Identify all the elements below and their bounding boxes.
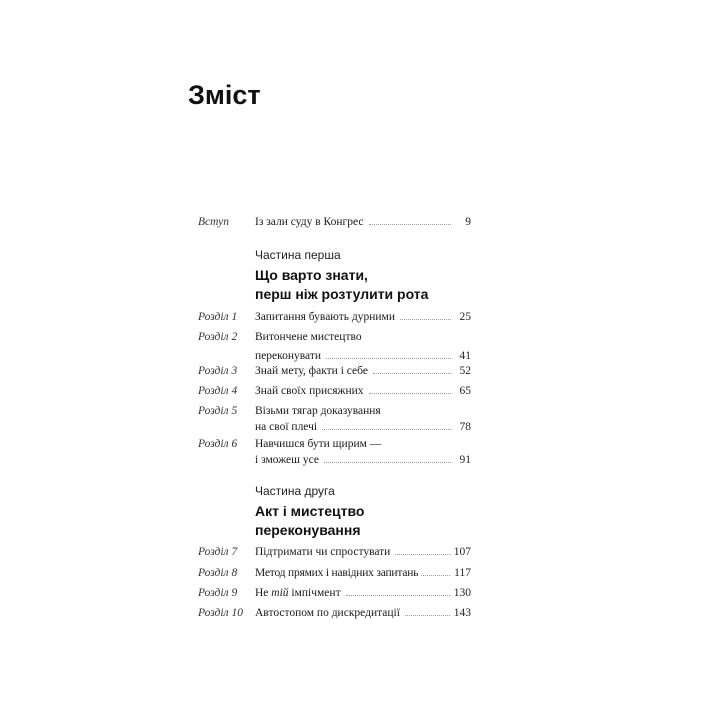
entry-label: Розділ 7 xyxy=(198,546,238,558)
page-number: 9 xyxy=(465,216,471,228)
page-number: 78 xyxy=(459,421,471,433)
entry-title: Підтримати чи спростувати xyxy=(255,546,391,558)
entry-title: Автостопом по дискредитації xyxy=(255,607,400,619)
entry-title-cont: і зможеш усе xyxy=(255,454,319,466)
page-number: 25 xyxy=(459,311,471,323)
part-title xyxy=(255,502,485,540)
dot-leader xyxy=(324,462,451,463)
part-title-line: Що варто знати, xyxy=(255,267,368,283)
page-number: 91 xyxy=(459,454,471,466)
entry-title: Запитання бувають дурними xyxy=(255,311,395,323)
emphasized-word: тій xyxy=(271,587,289,599)
page-number: 52 xyxy=(459,365,471,377)
dot-leader xyxy=(373,373,451,374)
page-number: 65 xyxy=(459,385,471,397)
entry-title: Метод прямих і навідних запитань xyxy=(255,567,419,579)
entry-label: Розділ 6 xyxy=(198,438,238,450)
entry-title: Навчишся бути щирим — xyxy=(255,438,382,450)
entry-label: Розділ 9 xyxy=(198,587,238,599)
page-title: Зміст xyxy=(188,80,261,110)
dot-leader xyxy=(322,429,451,430)
dot-leader xyxy=(395,554,449,555)
entry-title: Витончене мистецтво xyxy=(255,331,362,343)
dot-leader xyxy=(405,615,450,616)
entry-label: Розділ 5 xyxy=(198,405,238,417)
entry-title: Знай своїх присяжних xyxy=(255,385,364,397)
entry-label: Розділ 3 xyxy=(198,365,238,377)
page-number: 117 xyxy=(454,567,471,579)
part-label: Частина перша xyxy=(255,248,341,262)
page-number: 143 xyxy=(453,607,471,619)
entry-title: Із зали суду в Конгрес xyxy=(255,216,364,228)
dot-leader xyxy=(369,224,452,225)
entry-title: Не тій імпічмент xyxy=(255,587,341,599)
dot-leader xyxy=(346,595,450,596)
part-title-line: Акт і мистецтво xyxy=(255,503,365,519)
page-number: 41 xyxy=(459,350,471,362)
entry-title-cont: переконувати xyxy=(255,350,322,362)
entry-label: Вступ xyxy=(198,216,230,228)
entry-title-cont: на свої плечі xyxy=(255,421,318,433)
page-number: 107 xyxy=(453,546,471,558)
part-title xyxy=(255,266,485,304)
part-title-line: переконування xyxy=(255,522,361,538)
entry-label: Розділ 2 xyxy=(198,331,238,343)
entry-title: Візьми тягар доказування xyxy=(255,405,381,417)
part-title-line: перш ніж розтулити рота xyxy=(255,286,429,302)
part-label: Частина друга xyxy=(255,484,335,498)
page-number: 130 xyxy=(453,587,471,599)
dot-leader xyxy=(421,575,450,576)
dot-leader xyxy=(400,319,451,320)
entry-label: Розділ 4 xyxy=(198,385,238,397)
entry-label: Розділ 1 xyxy=(198,311,238,323)
entry-title: Знай мету, факти і себе xyxy=(255,365,368,377)
dot-leader xyxy=(326,358,451,359)
entry-label: Розділ 10 xyxy=(198,607,243,619)
entry-label: Розділ 8 xyxy=(198,567,238,579)
dot-leader xyxy=(369,393,451,394)
